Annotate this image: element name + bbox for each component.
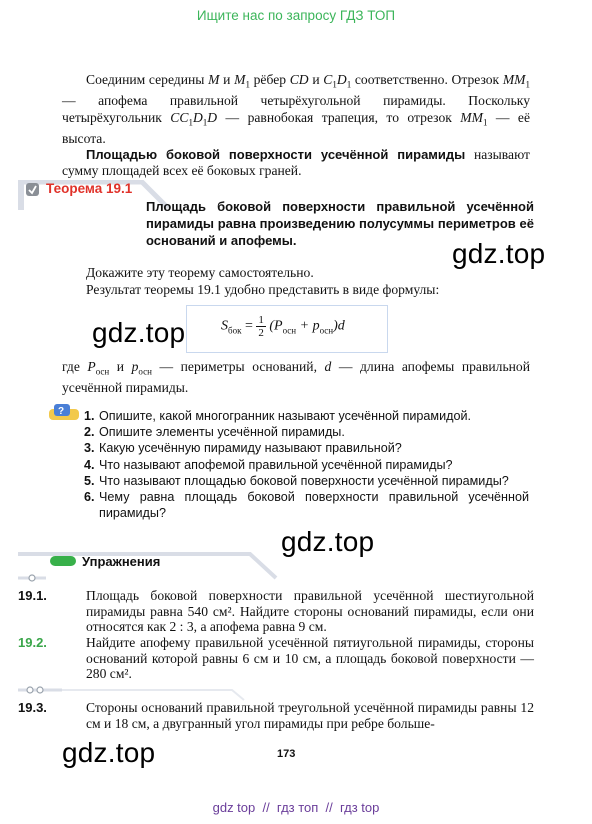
question-item: 3. Какую усечённую пирамиду называют правильной?	[84, 441, 402, 456]
watermark: gdz.top	[452, 238, 546, 269]
formula: $S_{бок}$ = $\frac{1}{2}$ $(P_{осн} + p_{осн})d$	[221, 314, 345, 339]
question-item: 4. Что называют апофемой правильной усечённой пирамиды?	[84, 457, 453, 472]
level-separator-shape	[18, 682, 258, 702]
proof-line-1: Докажите эту теорему самостоятельно.	[86, 265, 314, 280]
watermark: gdz.top	[62, 737, 156, 768]
check-icon	[26, 183, 39, 196]
theorem-label: Теорема 19.1	[46, 181, 133, 196]
theorem-text: Площадь боковой поверхности правильной усечённой пирамиды равна произведению полусуммы периметров её оснований и апофемы.	[146, 199, 534, 248]
question-item: 2. Опишите элементы усечённой пирамиды.	[84, 425, 345, 440]
definition-rest: называют сумму площадей всех её боковых граней.	[62, 147, 530, 179]
page-number: 173	[277, 748, 296, 760]
questions-list	[84, 408, 530, 521]
question-item: 1. Опишите, какой многогранник называют усечённой пирамидой.	[84, 409, 472, 423]
footer-links[interactable]: gdz top // гдз топ // гдз top	[212, 800, 380, 815]
question-item: 6. Чему равна площадь боковой поверхности правильной усечённой пирамиды?	[84, 490, 529, 521]
exercises-heading: Упражнения	[82, 554, 161, 569]
theorem-icon	[26, 183, 39, 196]
level-separator	[18, 682, 258, 702]
intro-paragraph	[62, 72, 530, 180]
formula-note: где $P_{осн}$ и $p_{осн}$ — периметры оснований, d — длина апофемы правильной усечённой пирамиды.	[62, 359, 530, 396]
proof-line-2: Результат теоремы 19.1 удобно представить в виде формулы:	[86, 282, 440, 297]
question-item: 5. Что называют площадью боковой поверхности усечённой пирамиды?	[84, 473, 509, 488]
watermark: gdz.top	[281, 526, 375, 557]
definition-term: Площадью боковой поверхности усечённой пирамиды	[86, 147, 466, 163]
svg-text:?: ?	[58, 406, 65, 417]
exercises-icon	[50, 556, 76, 566]
intro-line-1a: Соединим середины M и $M_1$ рёбер CD и $C_1D_1$ соответственно. Отрезок $MM_1$ — апофема правильной четырёхугольной пирамиды. Поскольку четырёхугольник $CC_1D_1D$ — равнобокая трапеция, то отрезок $MM_1$ — её высота.	[62, 72, 531, 146]
formula-box	[186, 305, 388, 353]
watermark: gdz.top	[92, 317, 186, 348]
header-link[interactable]: Ищите нас по запросу ГДЗ ТОП	[196, 8, 396, 23]
question-icon	[48, 403, 80, 421]
question-bubble-icon	[48, 403, 80, 421]
